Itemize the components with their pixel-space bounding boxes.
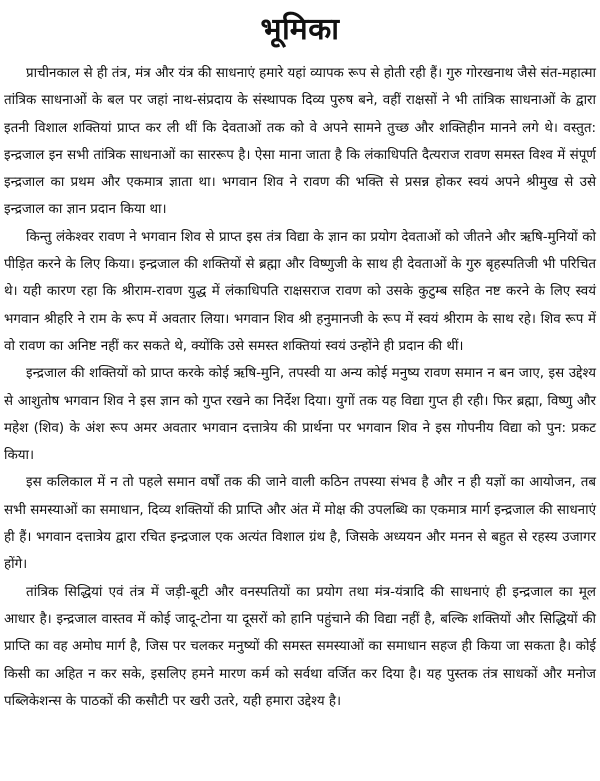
paragraph-2: किन्तु लंकेश्वर रावण ने भगवान शिव से प्राप्त इस तंत्र विद्या के ज्ञान का प्रयोग देवताओं को जीतने और ऋषि-मुनियों को पीड़ित करने के लिए किया। इन्द्रजाल की शक्तियों से ब्रह्मा और विष्णुजी के साथ ही देवताओं के गुरु बृहस्पतिजी भी परिचित थे। यही कारण रहा कि श्रीराम-रावण युद्ध में लंकाधिपति राक्षसराज रावण को उसके कुटुम्ब सहित नष्ट करने के लिए स्वयं भगवान श्रीहरि ने राम के रूप में अवतार लिया। भगवान शिव श्री हनुमानजी के रूप में स्वयं श्रीराम के साथ रहे। शिव रूप में वो रावण का अनिष्ट नहीं कर सकते थे, क्योंकि उसे समस्त शक्तियां स्वयं उन्होंने ही प्रदान की थीं।	[4, 229, 596, 354]
paragraph-5: तांत्रिक सिद्धियां एवं तंत्र में जड़ी-बूटी और वनस्पतियों का प्रयोग तथा मंत्र-यंत्रादि की साधनाएं ही इन्द्रजाल का मूल आधार है। इन्द्रजाल वास्तव में कोई जादू-टोना या दूसरों को हानि पहुंचाने की विद्या नहीं है, बल्कि शक्तियों और सिद्धियों की प्राप्ति का वह अमोघ मार्ग है, जिस पर चलकर मनुष्यों की समस्त समस्याओं का समाधान सहज ही किया जा सकता है। कोई किसी का अहित न कर सके, इसलिए हमने मारण कर्म को सर्वथा वर्जित कर दिया है। यह पुस्तक तंत्र साधकों और मनोज पब्लिकेशन्स के पाठकों की कसौटी पर खरी उतरे, यही हमारा उद्देश्य है।	[4, 584, 596, 709]
paragraph-1: प्राचीनकाल से ही तंत्र, मंत्र और यंत्र की साधनाएं हमारे यहां व्यापक रूप से होती रही हैं। गुरु गोरखनाथ जैसे संत-महात्मा तांत्रिक साधनाओं के बल पर जहां नाथ-संप्रदाय के संस्थापक दिव्य पुरुष बने, वहीं राक्षसों ने भी तांत्रिक साधनाओं के द्वारा इतनी विशाल शक्तियां प्राप्त कर ली थीं कि देवताओं तक को वे अपने सामने तुच्छ और शक्तिहीन मानने लगे थे। वस्तुत: इन्द्रजाल इन सभी तांत्रिक साधनाओं का साररूप है। ऐसा माना जाता है कि लंकाधिपति दैत्यराज रावण समस्त विश्व में संपूर्ण इन्द्रजाल का प्रथम और एकमात्र ज्ञाता था। भगवान शिव ने रावण की भक्ति से प्रसन्न होकर स्वयं अपने श्रीमुख से उसे इन्द्रजाल का ज्ञान प्रदान किया था।	[4, 66, 596, 218]
paragraph-3: इन्द्रजाल की शक्तियों को प्राप्त करके कोई ऋषि-मुनि, तपस्वी या अन्य कोई मनुष्य रावण समान न बन जाए, इस उद्देश्य से आशुतोष भगवान शिव ने इस ज्ञान को गुप्त रखने का निर्देश दिया। युगों तक यह विद्या गुप्त ही रही। फिर ब्रह्मा, विष्णु और महेश (शिव) के अंश रूप अमर अवतार भगवान दत्तात्रेय की प्रार्थना पर भगवान शिव ने इस गोपनीय विद्या को पुन: प्रकट किया।	[4, 366, 596, 464]
paragraph-4: इस कलिकाल में न तो पहले समान वर्षों तक की जाने वाली कठिन तपस्या संभव है और न ही यज्ञों का आयोजन, तब सभी समस्याओं का समाधान, दिव्य शक्तियों की प्राप्ति और अंत में मोक्ष की उपलब्धि का एकमात्र मार्ग इन्द्रजाल की साधनाएं ही हैं। भगवान दत्तात्रेय द्वारा रचित इन्द्रजाल एक अत्यंत विशाल ग्रंथ है, जिसके अध्ययन और मनन से बहुत से रहस्य उजागर होंगे।	[4, 475, 596, 573]
page-title: भूमिका	[260, 12, 340, 47]
